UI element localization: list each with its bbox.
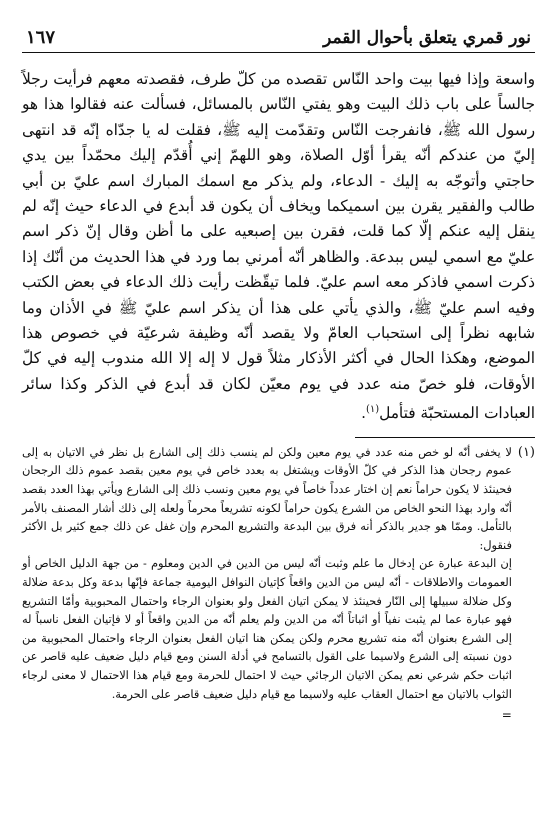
main-paragraph-text: واسعة وإذا فيها بيت واحد النّاس تقصده من كلّ طرف، فقصدته معهم فرأيت رجلاً جالساً على باب ذلك البيت وهو يفتي النّاس بالمسائل، فسألت عنه فقالوا هذا هو رسول الله ﷺ، فانفرجت النّاس وتقدّمت إليه ﷺ، فقلت له يا جدّاه إنّه قد انتهى إليّ من عندكم أنّه يقرأ أوّل الصلاة، وهو اللهمّ إني أُقدّم إليك محمّداً بين يدي حاجتي وأتوجّه به إليك - الدعاء، ولم يذكر مع اسمك المبارك اسم عليّ بن أبي طالب والفقير يقرن بين اسميكما ويخاف أن يكون قد أبدع في الدعاء حيث إنّه لم ينقل إليه عنكم إلّا كما قلت، فقرن بين إصبعيه على ما أظن وقال إنّ ذكر اسم عليّ مع اسمي ليس ببدعة. والظاهر أنّه أمرني بما ورد في هذا الحديث من أنّك إذا ذكرت اسمي فاذكر معه اسم عليّ. فلما تيقّظت رأيت ذلك الدعاء في بعض الكتب وفيه اسم عليّ ﷺ، والذي يأتي على هذا أن يذكر اسم عليّ ﷺ في الأذان وما شابهه نظراً إلى استحباب العامّ ولا يقصد أنّه وظيفة شرعيّة في خصوص هذا الموضع، وهكذا الحال في أكثر الأذكار مثلاً قول لا إله إلا الله مندوب إليه في كلّ الأوقات، فلو خصّ منه عدد في يوم معيّن لكان قد أبدع في الذكر وكذا سائر العبادات المستحبّة فتأمل (22, 70, 535, 423)
continuation-mark: = (501, 708, 512, 723)
footnote-paragraph-1: لا يخفى أنّه لو خص منه عدد في يوم معين ولكن لم ينسب ذلك إلى الشارع بل نظر في الاتيان به إلى عموم رجحان هذا الذكر في كلّ الأوقات ويشتغل به بعدد خاص في يوم معين بقصد عموم ذلك الرجحان فحينئذ لا يكون حراماً نعم إن اختار عدداً خاصاً في يوم معين ونسب ذلك إلى الشارع ويأتي بهذا العدد بقصد أنّه وارد بهذا النحو الخاص من الشرع يكون حراماً لكونه تشريعاً محرماً ولعله إلى ذلك أشار المصنف بالأمر بالتأمل. وممّا هو جدير بالذكر أنه فرق بين البدعة والتشريع المحرم وإن غفل عن ذلك جمع كثير بل الأكثر فنقول: (22, 445, 512, 552)
footnote-reference: (١) (365, 404, 380, 416)
footnote (22, 444, 535, 725)
footnote-body (22, 444, 512, 725)
footnote-divider (355, 437, 535, 438)
footnote-number: (١) (517, 444, 535, 460)
running-header (22, 22, 535, 53)
footnote-paragraph-2: إن البدعة عبارة عن إدخال ما علم وثبت أنّه ليس من الدين في الدين ومعلوم - من جهة الدليل الخاص أو العمومات والاطلاقات - أنّه ليس من الدين واقعاً كإتيان النوافل اليومية جماعة فإنّها بدعة وكل بدعة ضلالة وكل ضلالة سبيلها إلى النّار فحينئذ لا يمكن اتيان الفعل ولو بعنوان الرجاء واحتمال المحبوبية وأمّا التشريع فهو عبارة عما لم يثبت نفياً أو اثباتاً أنّه من الدين ولم يعلم أنّه من الدين واقعاً أو لا فإتيان الفعل ناسباً له إلى الشرع بعنوان أنّه منه تشريع محرم ولكن يمكن هنا اتيان الفعل بعنوان الرجاء واحتمال المحبوبية من دون نسبته إلى الشرع ولاسيما على القول بالتسامح في أدلة السنن ومع قيام دليل ضعيف عليه قاصر عن اثبات حكم شرعي نعم يمكن الاتيان الرجائي حيث لا احتمال للحرمة ومع قيام هذا الاحتمال لا معنى لرجاء الثواب بالاتيان مع احتمال العقاب عليه ولاسيما مع قيام دليل ضعيف قاصر على الحرمة. (22, 557, 512, 701)
main-paragraph (22, 67, 535, 427)
main-text (22, 67, 535, 427)
paragraph-end: . (361, 404, 366, 423)
header-title: نور قمري يتعلق بأحوال القمر (323, 28, 531, 48)
page-number: ١٦٧ (26, 27, 56, 48)
